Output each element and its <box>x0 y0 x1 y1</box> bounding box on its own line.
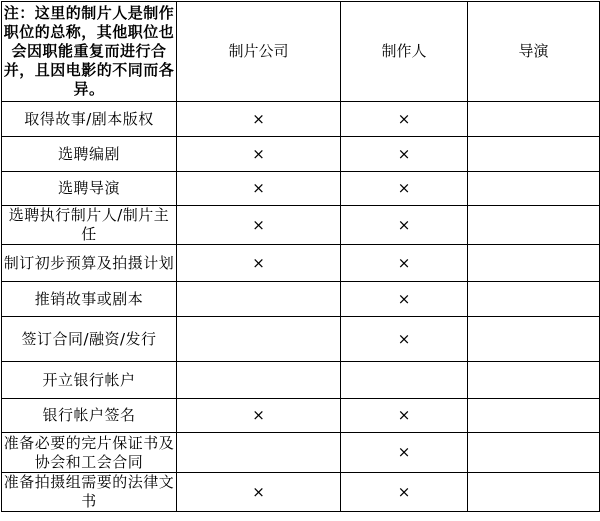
mark-cell <box>177 362 341 399</box>
task-label: 推销故事或剧本 <box>2 282 177 317</box>
mark-cell: × <box>341 317 468 362</box>
mark-cell: × <box>341 206 468 245</box>
mark-cell <box>177 433 341 473</box>
task-label: 取得故事/剧本版权 <box>2 102 177 137</box>
table-row <box>2 245 600 282</box>
task-label: 开立银行帐户 <box>2 362 177 399</box>
task-label: 选聘执行制片人/制片主任 <box>2 206 177 245</box>
table-row <box>2 433 600 473</box>
task-label: 选聘导演 <box>2 172 177 206</box>
column-header-producer: 制作人 <box>341 2 468 102</box>
mark-cell <box>468 362 600 399</box>
mark-cell: × <box>341 102 468 137</box>
mark-cell: × <box>341 399 468 433</box>
column-header-production-company: 制片公司 <box>177 2 341 102</box>
table-row <box>2 362 600 399</box>
task-label: 制订初步预算及拍摄计划 <box>2 245 177 282</box>
table-row <box>2 399 600 433</box>
mark-cell: × <box>177 473 341 512</box>
mark-cell <box>468 245 600 282</box>
column-header-director: 导演 <box>468 2 600 102</box>
mark-cell: × <box>341 245 468 282</box>
table-row <box>2 102 600 137</box>
mark-cell <box>177 317 341 362</box>
mark-cell <box>341 362 468 399</box>
table-row <box>2 206 600 245</box>
task-label: 签订合同/融资/发行 <box>2 317 177 362</box>
header-row <box>2 2 600 102</box>
mark-cell <box>468 282 600 317</box>
table-row <box>2 137 600 172</box>
mark-cell: × <box>177 102 341 137</box>
mark-cell: × <box>177 245 341 282</box>
table-row <box>2 473 600 512</box>
table-row <box>2 317 600 362</box>
mark-cell: × <box>341 473 468 512</box>
mark-cell <box>468 137 600 172</box>
mark-cell <box>468 473 600 512</box>
mark-cell: × <box>177 137 341 172</box>
mark-cell: × <box>341 172 468 206</box>
table-row <box>2 172 600 206</box>
responsibility-table <box>1 1 600 512</box>
table-row <box>2 282 600 317</box>
mark-cell <box>177 282 341 317</box>
task-label: 选聘编剧 <box>2 137 177 172</box>
mark-cell <box>468 317 600 362</box>
task-label: 银行帐户签名 <box>2 399 177 433</box>
table-note: 注：这里的制片人是制作职位的总称，其他职位也会因职能重复而进行合并，且因电影的不同而各异。 <box>2 2 177 102</box>
mark-cell: × <box>177 206 341 245</box>
mark-cell: × <box>341 282 468 317</box>
mark-cell <box>468 206 600 245</box>
mark-cell: × <box>177 399 341 433</box>
mark-cell <box>468 433 600 473</box>
task-label: 准备拍摄组需要的法律文书 <box>2 473 177 512</box>
mark-cell: × <box>341 433 468 473</box>
mark-cell <box>468 102 600 137</box>
task-label: 准备必要的完片保证书及协会和工会合同 <box>2 433 177 473</box>
mark-cell <box>468 172 600 206</box>
mark-cell <box>468 399 600 433</box>
mark-cell: × <box>177 172 341 206</box>
mark-cell: × <box>341 137 468 172</box>
